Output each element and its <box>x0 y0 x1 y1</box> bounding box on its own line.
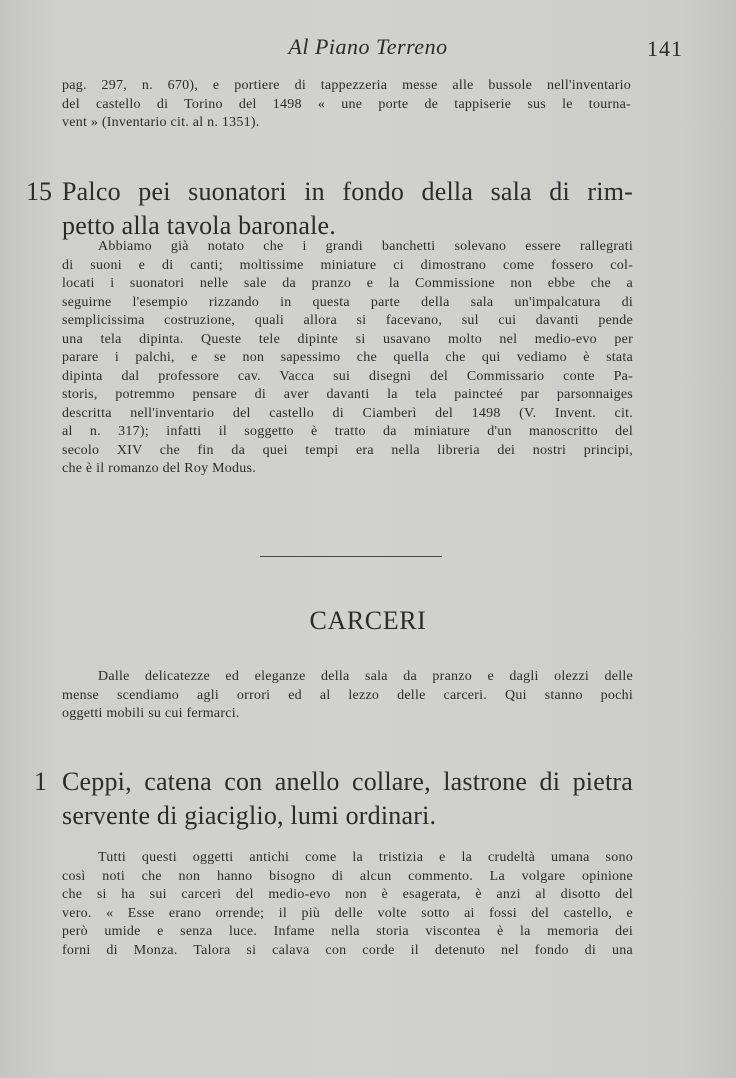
text-line: storis, potremmo pensare di aver davanti la tela paincteé par parsonnaiges <box>62 387 633 402</box>
text-line: parare i palchi, e se non sapessimo che quella che qui vediamo è stata <box>62 350 633 365</box>
text-line: semplicissima costruzione, quali allora si facevano, sul cui davanti pende <box>62 313 633 328</box>
text-line: di suoni e di canti; moltissime miniature ci dimostrano come fossero col- <box>62 257 633 273</box>
running-title: Al Piano Terreno <box>288 34 448 59</box>
section-intro-paragraph <box>62 668 633 724</box>
entry-heading <box>62 765 633 833</box>
text-line: vent » (Inventario cit. al n. 1351). <box>62 115 260 130</box>
text-line: una tela dipinta. Queste tele dipinte si usavano molto nel medio-evo per <box>62 331 633 347</box>
continuation-paragraph <box>62 77 631 133</box>
text-line: Abbiamo già notato che i grandi banchetti solevano essere rallegrati <box>98 239 633 254</box>
text-line: dipinta dal professore cav. Vacca sui disegni del Commissario conte Pa- <box>62 368 633 384</box>
text-line: del castello di Torino del 1498 « une porte de tappiserie sus le tourna- <box>62 96 631 112</box>
text-line: che è il romanzo del Roy Modus. <box>62 461 256 476</box>
text-line: al n. 317); infatti il soggetto è tratto da miniature d'un manoscritto del <box>62 424 633 439</box>
text-line: pag. 297, n. 670), e portiere di tappezzeria messe alle bussole nell'inventario <box>62 78 631 93</box>
text-line: descritta nell'inventario del castello di Ciamberì del 1498 (V. Invent. cit. <box>62 405 633 421</box>
entry-paragraph <box>62 238 633 479</box>
heading-line: Ceppi, catena con anello collare, lastrone di pietra <box>62 767 633 796</box>
text-line: mense scendiamo agli orrori ed al lezzo delle carceri. Qui stanno pochi <box>62 687 633 703</box>
text-line: vero. « Esse erano orrende; il più delle volte sotto ai fossi del castello, e <box>62 905 633 921</box>
entry-heading <box>62 175 633 243</box>
heading-line: servente di giaciglio, lumi ordinari. <box>62 801 437 830</box>
text-line: forni di Monza. Talora si calava con corde il detenuto nel fondo di una <box>62 942 633 958</box>
section-title: CARCERI <box>309 606 427 635</box>
text-line: oggetti mobili su cui fermarci. <box>62 706 240 721</box>
text-line: Dalle delicatezze ed eleganze della sala da pranzo e dagli olezzi delle <box>98 669 633 684</box>
heading-line: petto alla tavola baronale. <box>62 211 336 240</box>
entry-number: 15 <box>26 177 52 206</box>
text-line: seguirne l'esempio rizzando in questa parte della sala un'impalcatura di <box>62 294 633 310</box>
text-line: Tutti questi oggetti antichi come la tristizia e la crudeltà umana sono <box>98 850 633 865</box>
text-line: così noti che non hanno bisogno di alcun commento. La volgare opinione <box>62 868 633 884</box>
text-line: che si ha sui carceri del medio-evo non è esagerata, è anzi al disotto del <box>62 887 633 902</box>
text-line: però umide e senza luce. Infame nella storia viscontea è la memoria dei <box>62 924 633 939</box>
entry-number: 1 <box>34 767 47 796</box>
page-number: 141 <box>647 36 683 61</box>
section-divider <box>260 556 442 557</box>
heading-line: Palco pei suonatori in fondo della sala di rim- <box>62 177 633 206</box>
text-line: locati i suonatori nelle sale da pranzo e la Commissione non ebbe che a <box>62 276 633 291</box>
text-line: secolo XIV che fin da quei tempi era nella libreria dei nostri principi, <box>62 442 633 458</box>
entry-paragraph <box>62 849 633 960</box>
